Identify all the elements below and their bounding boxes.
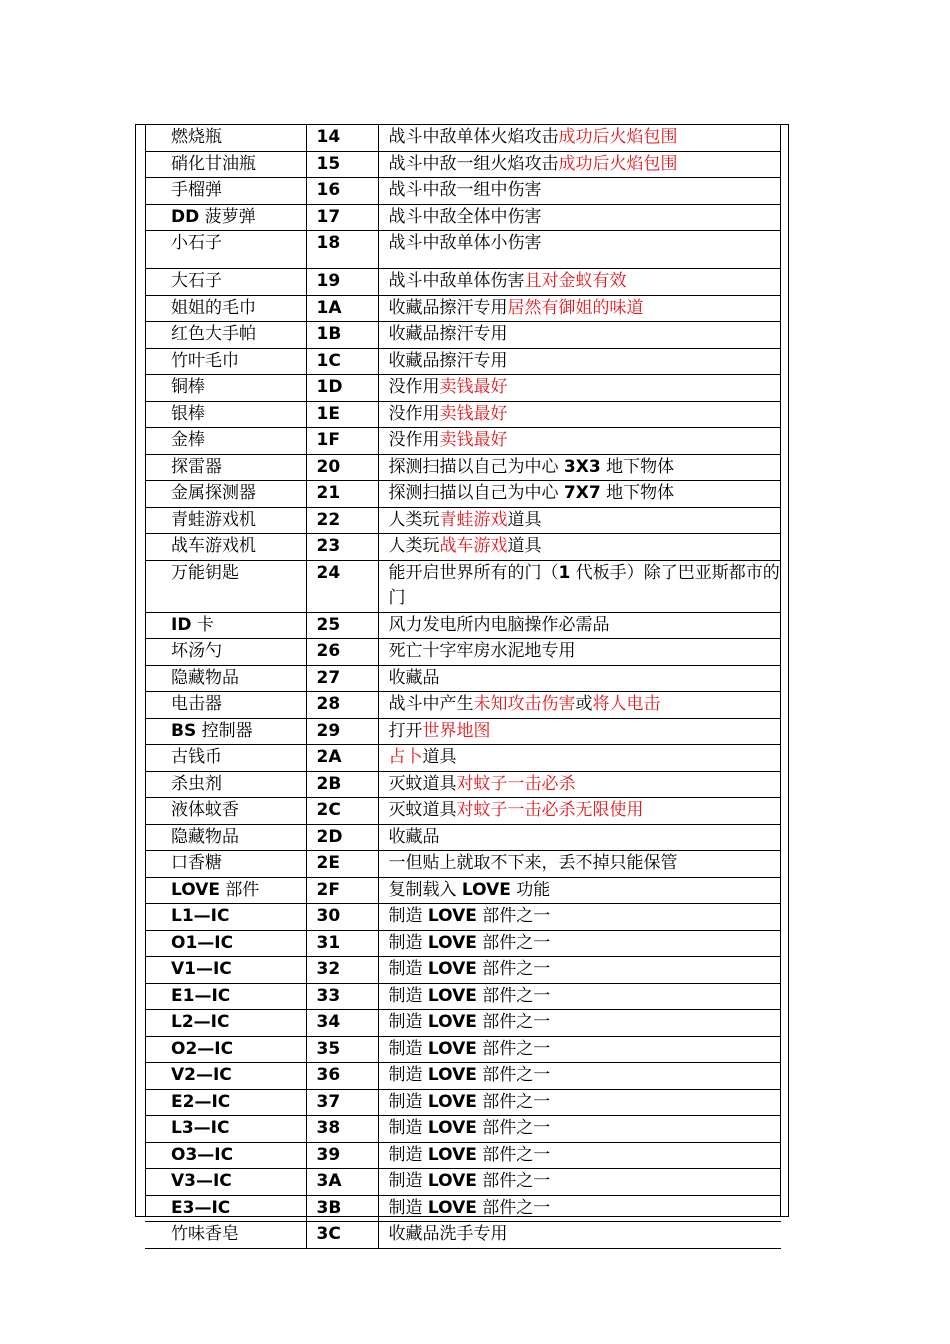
item-name: 古钱币 [145, 745, 306, 772]
table-row [145, 231, 781, 269]
text-segment: LOVE [427, 985, 477, 1006]
text-segment: DD [171, 206, 200, 227]
highlight-text: 世界地图 [422, 720, 491, 741]
text-segment: 卡 [191, 614, 214, 635]
item-code: 1F [306, 428, 378, 455]
item-description [378, 877, 781, 904]
item-description [378, 639, 781, 666]
text-segment: LOVE [427, 1091, 477, 1112]
item-code: 1C [306, 348, 378, 375]
text-segment: 制造 [388, 985, 428, 1006]
item-description [378, 1169, 781, 1196]
table-row [145, 1116, 781, 1143]
text-segment: 打开 [388, 720, 423, 741]
item-name [145, 1142, 306, 1169]
item-code: 2E [306, 851, 378, 878]
item-name: 口香糖 [145, 851, 306, 878]
item-code: 35 [306, 1036, 378, 1063]
text-segment: LOVE [427, 1118, 477, 1138]
item-code: 38 [306, 1116, 378, 1143]
text-segment: LOVE [427, 906, 477, 926]
text-segment: 战斗中敌一组火焰攻击 [388, 153, 559, 174]
text-segment: 部件之一 [476, 1144, 551, 1165]
item-description [378, 348, 781, 375]
text-segment: V1—IC [171, 959, 232, 979]
item-description [378, 178, 781, 205]
table-row [145, 534, 781, 561]
text-segment: 或 [575, 694, 593, 714]
item-name [145, 983, 306, 1010]
item-description [378, 1195, 781, 1222]
item-name: 姐姐的毛巾 [145, 295, 306, 322]
item-name: 杀虫剂 [145, 771, 306, 798]
item-code: 3A [306, 1169, 378, 1196]
table-row [145, 983, 781, 1010]
item-code: 2F [306, 877, 378, 904]
text-segment: LOVE [461, 879, 511, 900]
item-code: 17 [306, 204, 378, 231]
table-row [145, 125, 781, 152]
text-segment: O2—IC [171, 1038, 234, 1059]
item-name [145, 1036, 306, 1063]
table-row [145, 1089, 781, 1116]
table-row [145, 930, 781, 957]
table-row [145, 322, 781, 349]
text-segment: 制造 [388, 1065, 428, 1085]
item-name [145, 904, 306, 931]
text-segment: 制造 [388, 1038, 428, 1059]
item-name: 电击器 [145, 692, 306, 719]
text-segment: 部件之一 [476, 1012, 551, 1032]
item-name: 大石子 [145, 269, 306, 296]
highlight-text: 成功后火焰包围 [558, 127, 678, 147]
table-row [145, 1195, 781, 1222]
text-segment: 没作用 [388, 403, 440, 424]
text-segment: 风力发电所内电脑操作必需品 [388, 614, 610, 635]
item-code: 1D [306, 375, 378, 402]
item-name: 竹叶毛巾 [145, 348, 306, 375]
text-segment: 代板手）除了巴亚斯都市的门 [388, 562, 780, 608]
item-table-body [145, 125, 781, 1249]
item-description [378, 957, 781, 984]
text-segment: L3—IC [171, 1118, 230, 1138]
text-segment: 收藏品擦汗专用 [388, 297, 508, 318]
item-description [378, 798, 781, 825]
item-code: 39 [306, 1142, 378, 1169]
item-code: 1B [306, 322, 378, 349]
item-description [378, 151, 781, 178]
item-code: 1A [306, 295, 378, 322]
highlight-text: 卖钱最好 [439, 403, 508, 424]
item-description [378, 428, 781, 455]
item-code: 14 [306, 125, 378, 152]
text-segment: V3—IC [171, 1171, 232, 1191]
table-row [145, 151, 781, 178]
text-segment: 功能 [510, 879, 551, 900]
text-segment: O3—IC [171, 1144, 234, 1165]
text-segment: 7X7 [563, 483, 601, 503]
highlight-text: 且对金蚁有效 [524, 271, 627, 291]
text-segment: 战斗中敌单体伤害 [388, 271, 525, 291]
item-code: 3C [306, 1222, 378, 1249]
text-segment: LOVE [427, 1065, 477, 1085]
item-code: 25 [306, 612, 378, 639]
item-description [378, 930, 781, 957]
text-segment: 人类玩 [388, 509, 440, 530]
table-row [145, 295, 781, 322]
item-description [378, 375, 781, 402]
text-segment: E2—IC [171, 1091, 231, 1112]
item-name: 战车游戏机 [145, 534, 306, 561]
item-name [145, 877, 306, 904]
text-segment: 道具 [422, 747, 457, 767]
text-segment: 制造 [388, 1091, 428, 1112]
text-segment: 1 [558, 562, 571, 583]
item-name: 银棒 [145, 401, 306, 428]
item-code: 15 [306, 151, 378, 178]
item-description [378, 322, 781, 349]
text-segment: 死亡十字牢房水泥地专用 [388, 641, 576, 661]
item-name [145, 204, 306, 231]
text-segment: 灭蚊道具 [388, 800, 457, 820]
text-segment: LOVE [427, 1171, 477, 1191]
highlight-text: 卖钱最好 [439, 430, 508, 450]
item-code: 2D [306, 824, 378, 851]
item-description [378, 560, 781, 612]
item-code: 33 [306, 983, 378, 1010]
highlight-text: 成功后火焰包围 [558, 153, 678, 174]
table-row [145, 798, 781, 825]
item-name: 青蛙游戏机 [145, 507, 306, 534]
item-table [145, 124, 781, 1249]
text-segment: 制造 [388, 1171, 428, 1191]
item-code: 26 [306, 639, 378, 666]
item-description [378, 1222, 781, 1249]
item-code: 20 [306, 454, 378, 481]
table-row [145, 851, 781, 878]
text-segment: 部件 [220, 879, 260, 900]
item-description [378, 904, 781, 931]
text-segment: 战斗中敌单体火焰攻击 [388, 127, 559, 147]
table-row [145, 692, 781, 719]
text-segment: 部件之一 [476, 932, 551, 953]
item-name: 红色大手帕 [145, 322, 306, 349]
item-description [378, 125, 781, 152]
text-segment: 战斗中敌一组中伤害 [388, 180, 542, 200]
text-segment: LOVE [427, 959, 477, 979]
text-segment: 控制器 [196, 720, 253, 741]
item-name: 液体蚊香 [145, 798, 306, 825]
table-row [145, 1142, 781, 1169]
text-segment: 灭蚊道具 [388, 773, 457, 794]
table-row [145, 771, 781, 798]
item-name: 万能钥匙 [145, 560, 306, 612]
item-code: 16 [306, 178, 378, 205]
table-row [145, 665, 781, 692]
text-segment: E1—IC [171, 985, 231, 1006]
item-name: 手榴弹 [145, 178, 306, 205]
text-segment: 菠萝弹 [199, 206, 256, 227]
text-segment: LOVE [171, 879, 220, 900]
table-row [145, 375, 781, 402]
item-name [145, 930, 306, 957]
item-description [378, 269, 781, 296]
item-name: 硝化甘油瓶 [145, 151, 306, 178]
table-row [145, 204, 781, 231]
text-segment: V2—IC [171, 1065, 232, 1085]
text-segment: 部件之一 [476, 985, 551, 1006]
item-name: 竹味香皂 [145, 1222, 306, 1249]
item-description [378, 718, 781, 745]
table-row [145, 824, 781, 851]
table-row [145, 1063, 781, 1090]
text-segment: 一但贴上就取不下来，丢不掉只能保管 [388, 853, 678, 873]
item-name [145, 612, 306, 639]
text-segment: 部件之一 [476, 1038, 551, 1059]
item-description [378, 1010, 781, 1037]
text-segment: 收藏品 [388, 826, 440, 847]
table-row [145, 1222, 781, 1249]
text-segment: ID [171, 614, 192, 635]
text-segment: LOVE [427, 1038, 477, 1059]
table-row [145, 639, 781, 666]
item-description [378, 824, 781, 851]
item-description [378, 204, 781, 231]
text-segment: L2—IC [171, 1012, 230, 1032]
text-segment: 收藏品 [388, 667, 440, 688]
text-segment: 能开启世界所有的门（ [388, 562, 559, 583]
item-code: 24 [306, 560, 378, 612]
text-segment: 收藏品洗手专用 [388, 1224, 508, 1244]
item-name: 隐藏物品 [145, 824, 306, 851]
text-segment: 制造 [388, 1012, 428, 1032]
highlight-text: 对蚊子一击必杀无限使用 [456, 800, 644, 820]
item-description [378, 983, 781, 1010]
text-segment: L1—IC [171, 906, 230, 926]
item-name: 金棒 [145, 428, 306, 455]
table-row [145, 401, 781, 428]
text-segment: 人类玩 [388, 536, 440, 556]
text-segment: 收藏品擦汗专用 [388, 324, 508, 344]
table-row [145, 481, 781, 508]
item-name [145, 1116, 306, 1143]
table-row [145, 957, 781, 984]
item-description [378, 745, 781, 772]
item-code: 2A [306, 745, 378, 772]
highlight-text: 居然有御姐的味道 [507, 297, 644, 318]
highlight-text: 战车游戏 [439, 536, 508, 556]
text-segment: 收藏品擦汗专用 [388, 350, 508, 371]
item-name: 小石子 [145, 231, 306, 269]
item-description [378, 1116, 781, 1143]
highlight-text: 未知攻击伤害 [473, 694, 576, 714]
item-name: 铜棒 [145, 375, 306, 402]
item-code: 29 [306, 718, 378, 745]
text-segment: 制造 [388, 959, 428, 979]
item-code: 23 [306, 534, 378, 561]
item-description [378, 851, 781, 878]
highlight-text: 将人电击 [592, 694, 661, 714]
text-segment: BS [171, 720, 197, 741]
text-segment: 战斗中敌单体小伤害 [388, 233, 542, 253]
text-segment: LOVE [427, 932, 477, 953]
text-segment: O1—IC [171, 932, 234, 953]
item-code: 3B [306, 1195, 378, 1222]
table-row [145, 1036, 781, 1063]
text-segment: 部件之一 [476, 1171, 551, 1191]
item-description [378, 771, 781, 798]
table-row [145, 718, 781, 745]
text-segment: 探测扫描以自己为中心 [388, 456, 564, 477]
item-code: 37 [306, 1089, 378, 1116]
item-description [378, 612, 781, 639]
text-segment: 地下物体 [600, 483, 675, 503]
text-segment: 战斗中产生 [388, 694, 474, 714]
item-code: 32 [306, 957, 378, 984]
text-segment: 制造 [388, 1144, 428, 1165]
item-code: 18 [306, 231, 378, 269]
item-name [145, 1089, 306, 1116]
table-row [145, 428, 781, 455]
text-segment: 复制载入 [388, 879, 462, 900]
item-description [378, 454, 781, 481]
item-description [378, 1089, 781, 1116]
text-segment: E3—IC [171, 1197, 231, 1218]
table-row [145, 612, 781, 639]
item-description [378, 534, 781, 561]
item-code: 36 [306, 1063, 378, 1090]
item-name [145, 718, 306, 745]
table-row [145, 269, 781, 296]
text-segment: 制造 [388, 906, 428, 926]
item-code: 2B [306, 771, 378, 798]
item-code: 34 [306, 1010, 378, 1037]
text-segment: 制造 [388, 932, 428, 953]
text-segment: 探测扫描以自己为中心 [388, 483, 564, 503]
text-segment: 部件之一 [476, 906, 551, 926]
item-name: 燃烧瓶 [145, 125, 306, 152]
text-segment: 没作用 [388, 377, 440, 397]
item-description [378, 481, 781, 508]
table-row [145, 178, 781, 205]
table-row [145, 454, 781, 481]
highlight-text: 青蛙游戏 [439, 509, 508, 530]
item-code: 2C [306, 798, 378, 825]
text-segment: 部件之一 [476, 959, 551, 979]
highlight-text: 占卜 [388, 747, 423, 767]
text-segment: 没作用 [388, 430, 440, 450]
item-code: 21 [306, 481, 378, 508]
item-description [378, 507, 781, 534]
item-description [378, 1063, 781, 1090]
item-description [378, 1142, 781, 1169]
table-row [145, 507, 781, 534]
item-name: 探雷器 [145, 454, 306, 481]
text-segment: 战斗中敌全体中伤害 [388, 206, 542, 227]
text-segment: 3X3 [563, 456, 601, 477]
table-row [145, 348, 781, 375]
item-code: 22 [306, 507, 378, 534]
item-code: 30 [306, 904, 378, 931]
text-segment: LOVE [427, 1197, 477, 1218]
item-name: 隐藏物品 [145, 665, 306, 692]
text-segment: 部件之一 [476, 1197, 551, 1218]
highlight-text: 对蚊子一击必杀 [456, 773, 576, 794]
item-code: 27 [306, 665, 378, 692]
table-row [145, 560, 781, 612]
table-row [145, 904, 781, 931]
item-description [378, 1036, 781, 1063]
item-code: 28 [306, 692, 378, 719]
item-description [378, 401, 781, 428]
text-segment: 部件之一 [476, 1118, 551, 1138]
text-segment: 部件之一 [476, 1091, 551, 1112]
item-name: 坏汤勺 [145, 639, 306, 666]
text-segment: 部件之一 [476, 1065, 551, 1085]
text-segment: 道具 [507, 536, 542, 556]
text-segment: 制造 [388, 1118, 428, 1138]
item-description [378, 692, 781, 719]
item-description [378, 295, 781, 322]
item-description [378, 231, 781, 269]
item-code: 1E [306, 401, 378, 428]
table-row [145, 1010, 781, 1037]
item-name: 金属探测器 [145, 481, 306, 508]
item-description [378, 665, 781, 692]
item-code: 19 [306, 269, 378, 296]
table-row [145, 877, 781, 904]
item-code: 31 [306, 930, 378, 957]
text-segment: 道具 [507, 509, 542, 530]
text-segment: LOVE [427, 1144, 477, 1165]
table-row [145, 1169, 781, 1196]
highlight-text: 卖钱最好 [439, 377, 508, 397]
table-row [145, 745, 781, 772]
text-segment: LOVE [427, 1012, 477, 1032]
item-name [145, 1010, 306, 1037]
item-name [145, 1063, 306, 1090]
item-name [145, 957, 306, 984]
text-segment: 制造 [388, 1197, 428, 1218]
item-name [145, 1195, 306, 1222]
text-segment: 地下物体 [600, 456, 675, 477]
item-name [145, 1169, 306, 1196]
